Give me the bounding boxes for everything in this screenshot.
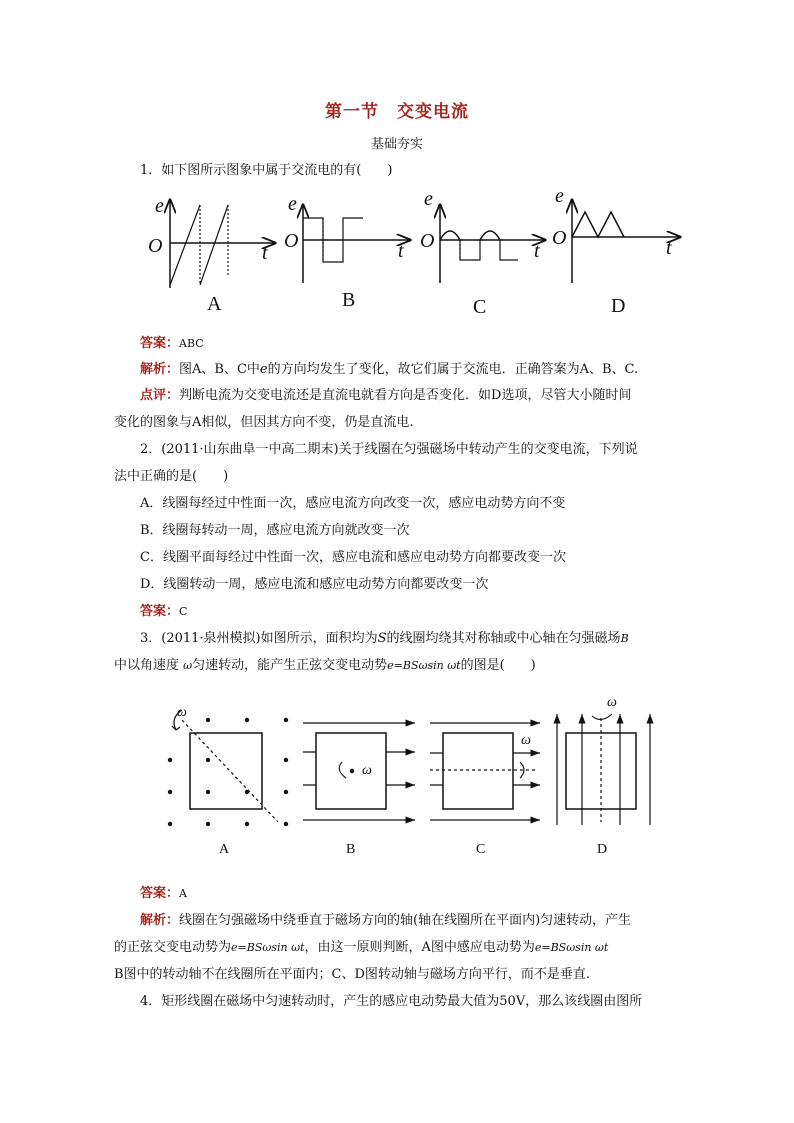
q3-label-c: C [476,842,486,857]
q3-answer [140,885,187,903]
q1-axis-e-c: e [424,188,433,210]
q2-stem-2: 法中正确的是( ) [114,469,229,484]
q2-stem-1: 2．(2011·山东曲阜一中高二期末)关于线圈在匀强磁场中转动产生的交变电流，下列说 [140,442,638,457]
q3-analysis-2 [114,939,688,957]
q3-analysis-2-formula2: e=BSωsin ωt [534,941,609,954]
q4-stem-1: 4．矩形线圈在磁场中匀速转动时，产生的感应电动势最大值为50V，那么该线圈由图所 [140,994,643,1009]
q3-stem-2b: 匀速转动，能产生正弦交变电动势 [192,658,388,673]
q3-label-b: B [346,842,356,857]
q3-answer-label: 答案： [140,886,180,901]
q2-option-a: A．线圈每经过中性面一次，感应电流方向改变一次，感应电动势方向不变 [140,496,566,511]
q1-analysis-label: 解析： [140,362,180,377]
q3-stem-2c: 的图是( ) [460,658,536,673]
q1-analysis-post: 的方向均发生了变化，故它们属于交流电．正确答案为A、B、C. [267,362,639,377]
q1-comment-label: 点评： [140,388,180,403]
q3-stem-1b: 的线圈均绕其对称轴或中心轴在匀强磁场 [386,631,621,646]
q1-axis-e-a: e [155,195,164,217]
q3-figure-d [557,714,650,825]
q1-comment-2: 变化的图象与A相似，但因其方向不变，仍是直流电. [114,415,414,430]
q3-stem-formula: e=BSωsin ωt [387,659,461,672]
q1-label-d: D [611,295,626,317]
q1-axis-t-c: t [534,240,540,262]
q1-axis-e-b: e [288,193,297,215]
q3-answer-value: A [179,887,187,900]
q1-comment-1: 判断电流为交变电流还是直流电就看方向是否变化．如D选项，尽管大小随时间 [179,388,632,403]
page-title: 第一节 交变电流 [325,102,469,122]
q1-axis-t-d: t [666,237,672,259]
q3-omega-b: ω [362,763,372,778]
q3-analysis-label: 解析： [140,913,180,928]
q1-axis-t-a: t [262,242,268,264]
q2-answer-value: C [179,605,188,618]
q1-answer-value: ABC [179,337,204,350]
q1-axis-e-d: e [555,185,564,207]
q3-stem-1a: 3．(2011·泉州模拟)如图所示，面积均为 [140,631,378,646]
q3-label-d: D [597,842,608,857]
q2-option-d: D．线圈转动一周，感应电流和感应电动势方向都要改变一次 [140,577,489,592]
q2-answer-label: 答案： [140,604,180,619]
q3-stem-b: B [620,632,629,645]
q1-axis-t-b: t [398,240,404,262]
q1-analysis-pre: 图A、B、C中 [179,362,260,377]
q1-axis-o-b: O [284,230,299,252]
q2-option-c: C．线圈平面每经过中性面一次，感应电流和感应电动势方向都要改变一次 [140,550,566,565]
q1-answer-label: 答案： [140,336,180,351]
q3-analysis-2b: ，由这一原则判断，A图中感应电动势为 [304,940,535,955]
q3-omega-d: ω [607,695,617,710]
q1-axis-o-a: O [148,235,163,257]
q3-stem-omega: ω [183,659,193,672]
q1-axis-o-d: O [552,227,567,249]
q1-label-a: A [207,293,222,315]
q1-label-c: C [473,296,487,318]
q1-axis-o-c: O [420,230,435,252]
q3-stem-2a: 中以角速度 [114,658,180,673]
q2-option-b: B．线圈每转动一周，感应电流方向就改变一次 [140,523,410,538]
q3-label-a: A [219,842,230,857]
q3-figure-a [168,710,288,826]
q3-stem-s: S [377,631,387,646]
q3-analysis-2-formula: e=BSωsin ωt [231,941,305,954]
q3-omega-a: ω [177,705,187,720]
q3-figure-b [303,723,415,820]
q1-stem: 1．如下图所示图象中属于交流电的有( ) [140,163,393,178]
q3-analysis-1 [140,912,631,930]
section-subtitle: 基础夯实 [370,137,423,152]
q1-analysis-var: e [259,362,268,377]
q3-omega-c: ω [521,733,531,748]
q3-analysis-3: B图中的转动轴不在线圈所在平面内；C、D图转动轴与磁场方向平行，而不是垂直. [114,967,591,982]
q1-label-b: B [342,289,356,311]
q3-analysis-2a: 的正弦交变电动势为 [114,940,232,955]
q3-analysis-1-text: 线圈在匀强磁场中绕垂直于磁场方向的轴(轴在线圈所在平面内)匀速转动，产生 [179,913,632,928]
